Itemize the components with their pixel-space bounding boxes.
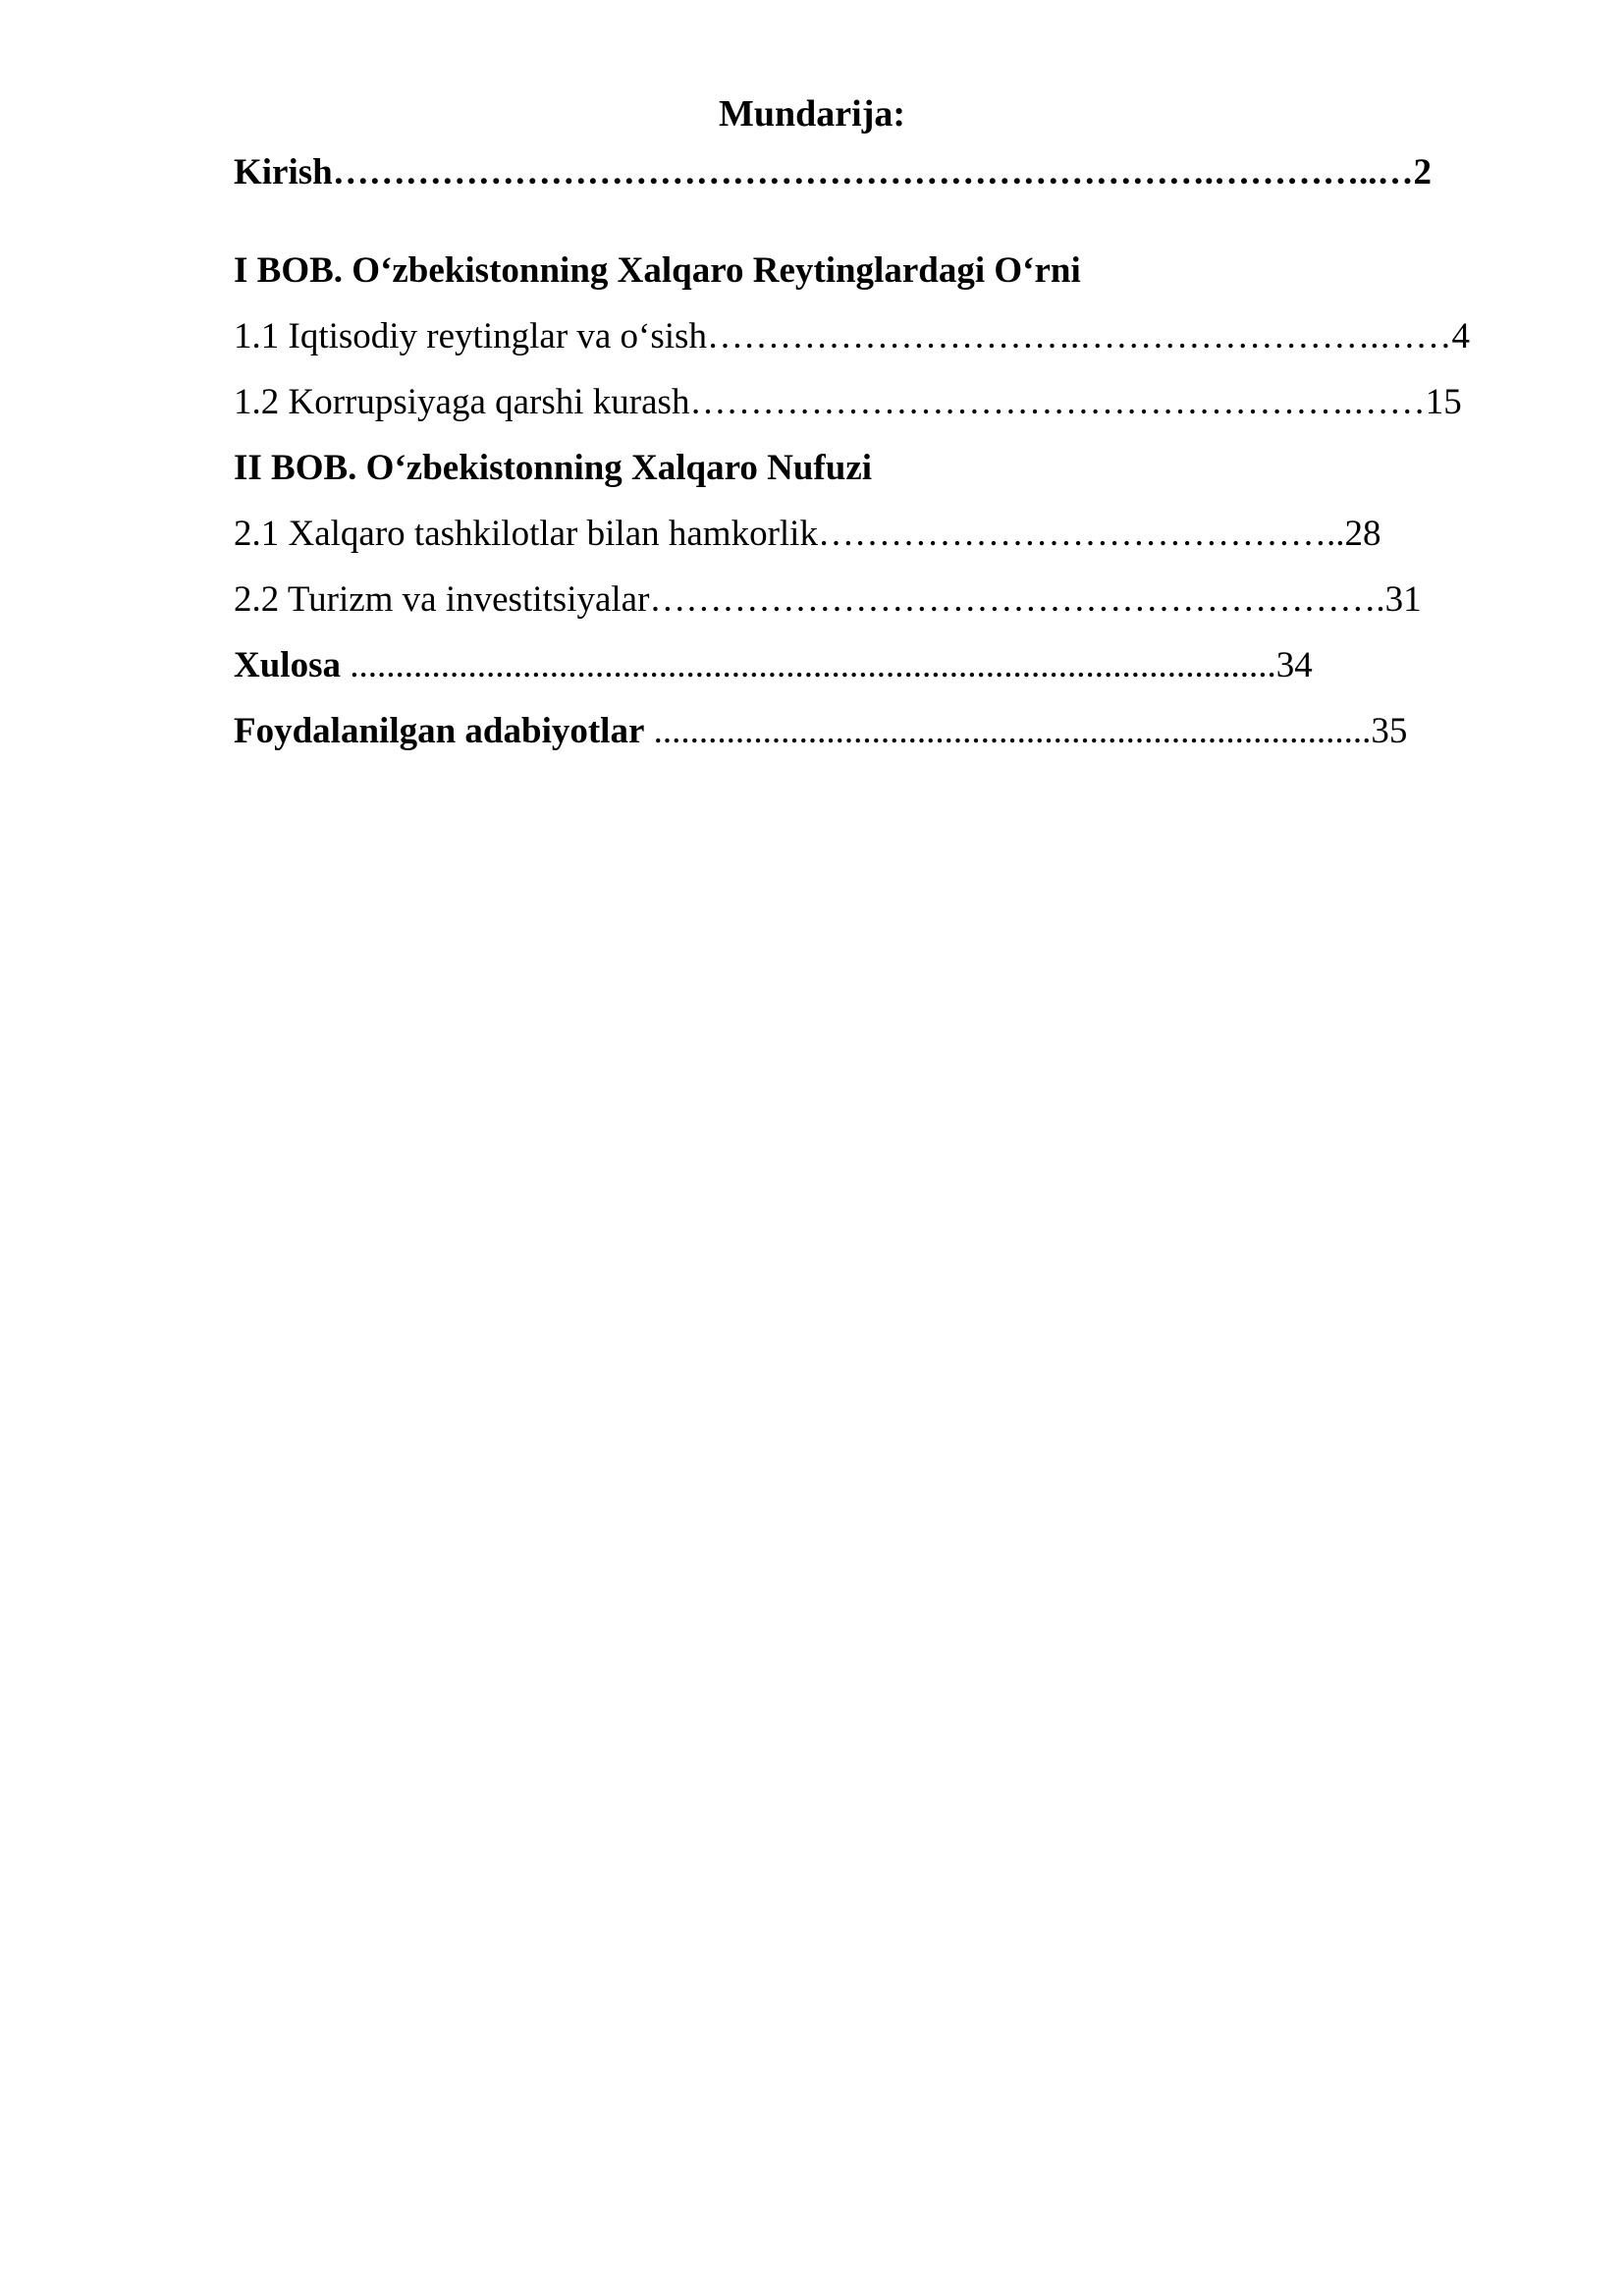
toc-entry-xulosa — [234, 638, 1313, 693]
toc-title: Mundarija: — [719, 93, 905, 135]
toc-entry-1-1: 1.1 Iqtisodiy reytinglar va o‘sish………………………….…………………….……4 — [234, 316, 1470, 356]
toc-chapter-1-heading: I BOB. O‘zbekistonning Xalqaro Reytinglardagi O‘rni — [234, 250, 1081, 291]
toc-entry-adabiyotlar — [234, 704, 1407, 759]
toc-entry-adabiyotlar-leader: ...............................................................................35 — [644, 711, 1408, 751]
toc-chapter-2-heading: II BOB. O‘zbekistonning Xalqaro Nufuzi — [234, 448, 873, 488]
toc-entry-adabiyotlar-label: Foydalanilgan adabiyotlar — [234, 711, 645, 751]
toc-entry-2-1: 2.1 Xalqaro tashkilotlar bilan hamkorlik……………………………………..28 — [234, 514, 1381, 554]
toc-entry-xulosa-leader: ......................................................................................................34 — [340, 645, 1313, 685]
toc-entry-1-2: 1.2 Korrupsiyaga qarshi kurash……………………………………………….……15 — [234, 382, 1462, 422]
toc-entry-kirish: Kirish……………………………………………………………….…………..…2 — [234, 152, 1432, 192]
toc-entry-xulosa-label: Xulosa — [234, 645, 341, 685]
toc-entry-2-2: 2.2 Turizm va investitsiyalar…………………………………………………….31 — [234, 579, 1422, 620]
